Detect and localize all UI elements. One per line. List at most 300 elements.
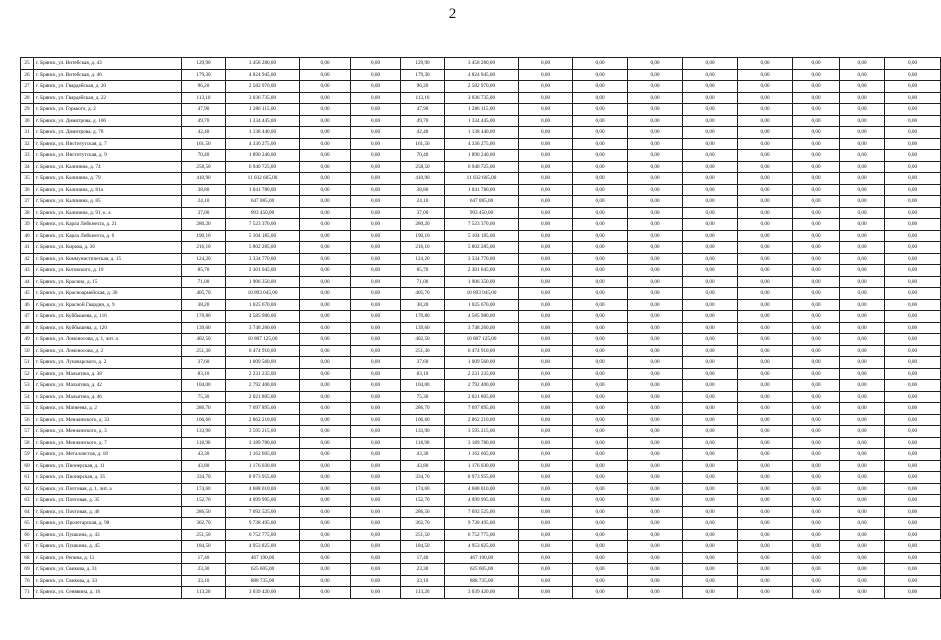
value-cell: 0,00: [628, 311, 683, 323]
row-number-cell: 26: [21, 69, 34, 81]
value-cell: 467 190,00: [226, 552, 300, 564]
value-cell: 1 138 440,00: [226, 127, 300, 139]
address-cell: г. Брянск, ул. Свикова, д. 33: [34, 575, 182, 587]
value-cell: 38,80: [401, 184, 445, 196]
value-cell: 0,00: [519, 299, 573, 311]
value-cell: 0,00: [683, 483, 738, 495]
value-cell: 0,00: [519, 587, 573, 599]
value-cell: 0,00: [738, 69, 793, 81]
value-cell: 174,60: [401, 483, 445, 495]
value-cell: 0,00: [683, 357, 738, 369]
value-cell: 0,00: [683, 138, 738, 150]
value-cell: 467 190,00: [445, 552, 519, 564]
value-cell: 0,00: [738, 104, 793, 116]
value-cell: 0,00: [300, 161, 351, 173]
row-number-cell: 69: [21, 564, 34, 576]
row-number-cell: 34: [21, 161, 34, 173]
value-cell: 0,00: [738, 242, 793, 254]
table-row: [21, 518, 941, 530]
value-cell: 0,00: [628, 92, 683, 104]
value-cell: 43,80: [401, 460, 445, 472]
address-cell: г. Брянск, ул. Репина, д. 11: [34, 552, 182, 564]
value-cell: 0,00: [573, 104, 628, 116]
value-cell: 0,00: [351, 150, 401, 162]
value-cell: 0,00: [628, 518, 683, 530]
value-cell: 190,10: [401, 230, 445, 242]
table-row: [21, 495, 941, 507]
value-cell: 0,00: [683, 449, 738, 461]
address-cell: г. Брянск, ул. Луначарского, д. 2: [34, 357, 182, 369]
value-cell: 4 585 980,00: [445, 311, 519, 323]
value-cell: 0,00: [793, 391, 840, 403]
value-cell: 0,00: [885, 414, 941, 426]
value-cell: 0,00: [573, 242, 628, 254]
value-cell: 4 953 825,00: [445, 541, 519, 553]
table-row: [21, 426, 941, 438]
value-cell: 33,10: [401, 575, 445, 587]
value-cell: 0,00: [628, 426, 683, 438]
value-cell: 0,00: [885, 322, 941, 334]
value-cell: 0,00: [300, 288, 351, 300]
row-number-cell: 59: [21, 449, 34, 461]
address-cell: г. Брянск, ул. Пушкина, д. 45: [34, 541, 182, 553]
value-cell: 170,80: [401, 311, 445, 323]
value-cell: 0,00: [573, 207, 628, 219]
value-cell: 2 862 210,00: [445, 414, 519, 426]
row-number-cell: 56: [21, 414, 34, 426]
value-cell: 179,30: [401, 69, 445, 81]
value-cell: 0,00: [738, 92, 793, 104]
value-cell: 0,00: [840, 426, 885, 438]
value-cell: 0,00: [738, 150, 793, 162]
value-cell: 0,00: [793, 357, 840, 369]
value-cell: 38,20: [182, 299, 226, 311]
value-cell: 0,00: [738, 345, 793, 357]
value-cell: 0,00: [300, 150, 351, 162]
value-cell: 0,00: [300, 587, 351, 599]
value-cell: 0,00: [351, 426, 401, 438]
value-cell: 1 334 445,00: [445, 115, 519, 127]
row-number-cell: 67: [21, 541, 34, 553]
value-cell: 0,00: [628, 541, 683, 553]
value-cell: 2 582 970,00: [226, 81, 300, 93]
value-cell: 0,00: [793, 414, 840, 426]
value-cell: 0,00: [573, 391, 628, 403]
table-row: [21, 81, 941, 93]
table-row: [21, 552, 941, 564]
row-number-cell: 41: [21, 242, 34, 254]
value-cell: 38,20: [401, 299, 445, 311]
value-cell: 0,00: [840, 495, 885, 507]
value-cell: 0,00: [840, 219, 885, 231]
address-cell: г. Брянск, ул. Кирова, д. 36: [34, 242, 182, 254]
value-cell: 402,50: [401, 334, 445, 346]
value-cell: 0,00: [573, 127, 628, 139]
value-cell: 0,00: [738, 449, 793, 461]
value-cell: 0,00: [738, 311, 793, 323]
row-number-cell: 66: [21, 529, 34, 541]
value-cell: 0,00: [519, 219, 573, 231]
value-cell: 0,00: [573, 161, 628, 173]
value-cell: 0,00: [628, 276, 683, 288]
value-cell: 0,00: [738, 368, 793, 380]
row-number-cell: 37: [21, 196, 34, 208]
address-cell: г. Брянск, ул. Карла Либкнехта, д. 21: [34, 219, 182, 231]
value-cell: 0,00: [573, 495, 628, 507]
value-cell: 1 009 560,00: [226, 357, 300, 369]
value-cell: 0,00: [300, 207, 351, 219]
table-row: [21, 460, 941, 472]
address-cell: г. Брянск, ул. Димитрова, д. 106: [34, 115, 182, 127]
value-cell: 0,00: [519, 276, 573, 288]
value-cell: 139,60: [182, 322, 226, 334]
value-cell: 0,00: [840, 207, 885, 219]
address-cell: г. Брянск, ул. Калинина, д. 91, к. а: [34, 207, 182, 219]
value-cell: 0,00: [628, 173, 683, 185]
row-number-cell: 30: [21, 115, 34, 127]
value-cell: 71,00: [182, 276, 226, 288]
value-cell: 0,00: [573, 414, 628, 426]
address-cell: г. Брянск, ул. Карла Либкнехта, д. 6: [34, 230, 182, 242]
value-cell: 0,00: [885, 196, 941, 208]
value-cell: 0,00: [573, 357, 628, 369]
table-row: [21, 575, 941, 587]
row-number-cell: 33: [21, 150, 34, 162]
value-cell: 0,00: [840, 196, 885, 208]
value-cell: 0,00: [300, 391, 351, 403]
row-number-cell: 54: [21, 391, 34, 403]
value-cell: 0,00: [351, 414, 401, 426]
value-cell: 0,00: [351, 69, 401, 81]
value-cell: 47,90: [401, 104, 445, 116]
value-cell: 184,50: [401, 541, 445, 553]
value-cell: 0,00: [573, 322, 628, 334]
value-cell: 0,00: [519, 230, 573, 242]
table-row: [21, 449, 941, 461]
value-cell: 0,00: [683, 288, 738, 300]
value-cell: 0,00: [683, 265, 738, 277]
row-number-cell: 44: [21, 276, 34, 288]
value-cell: 0,00: [738, 426, 793, 438]
value-cell: 0,00: [573, 437, 628, 449]
value-cell: 0,00: [351, 230, 401, 242]
value-cell: 410,90: [182, 173, 226, 185]
value-cell: 0,00: [738, 127, 793, 139]
row-number-cell: 70: [21, 575, 34, 587]
value-cell: 4 336 275,00: [226, 138, 300, 150]
value-cell: 1 176 030,00: [226, 460, 300, 472]
table-row: [21, 472, 941, 484]
value-cell: 1 162 605,00: [445, 449, 519, 461]
value-cell: 0,00: [738, 276, 793, 288]
value-cell: 0,00: [351, 587, 401, 599]
value-cell: 0,00: [738, 483, 793, 495]
value-cell: 0,00: [840, 173, 885, 185]
address-cell: г. Брянск, ул. Почтовая, д. 35: [34, 495, 182, 507]
value-cell: 0,00: [885, 253, 941, 265]
row-number-cell: 29: [21, 104, 34, 116]
value-cell: 888 735,00: [445, 575, 519, 587]
value-cell: 0,00: [738, 184, 793, 196]
value-cell: 0,00: [793, 58, 840, 70]
value-cell: 3 748 260,00: [226, 322, 300, 334]
value-cell: 0,00: [351, 161, 401, 173]
value-cell: 0,00: [351, 518, 401, 530]
value-cell: 6 752 775,00: [226, 529, 300, 541]
value-cell: 0,00: [628, 104, 683, 116]
value-cell: 0,00: [351, 334, 401, 346]
value-cell: 0,00: [300, 414, 351, 426]
value-cell: 0,00: [628, 299, 683, 311]
row-number-cell: 31: [21, 127, 34, 139]
value-cell: 0,00: [885, 58, 941, 70]
value-cell: 0,00: [573, 345, 628, 357]
value-cell: 0,00: [885, 92, 941, 104]
value-cell: 0,00: [519, 69, 573, 81]
address-cell: г. Брянск, ул. Пионерская, д. 11: [34, 460, 182, 472]
value-cell: 1 286 115,00: [445, 104, 519, 116]
value-cell: 0,00: [628, 460, 683, 472]
value-cell: 0,00: [628, 230, 683, 242]
table-row: [21, 242, 941, 254]
value-cell: 0,00: [683, 368, 738, 380]
value-cell: 0,00: [793, 322, 840, 334]
value-cell: 0,00: [738, 288, 793, 300]
value-cell: 0,00: [628, 472, 683, 484]
value-cell: 0,00: [628, 58, 683, 70]
value-cell: 0,00: [840, 58, 885, 70]
value-cell: 0,00: [351, 460, 401, 472]
value-cell: 2 582 970,00: [445, 81, 519, 93]
value-cell: 0,00: [840, 184, 885, 196]
value-cell: 0,00: [300, 253, 351, 265]
value-cell: 0,00: [840, 253, 885, 265]
value-cell: 0,00: [738, 506, 793, 518]
value-cell: 0,00: [351, 322, 401, 334]
address-cell: г. Брянск, ул. Витебская, д. 43: [34, 58, 182, 70]
value-cell: 251,30: [182, 345, 226, 357]
row-number-cell: 49: [21, 334, 34, 346]
value-cell: 0,00: [840, 322, 885, 334]
value-cell: 0,00: [300, 69, 351, 81]
value-cell: 0,00: [300, 219, 351, 231]
value-cell: 0,00: [519, 575, 573, 587]
value-cell: 2 301 045,00: [226, 265, 300, 277]
value-cell: 0,00: [573, 529, 628, 541]
value-cell: 280,20: [401, 219, 445, 231]
value-cell: 0,00: [885, 483, 941, 495]
value-cell: 0,00: [738, 495, 793, 507]
value-cell: 2 792 400,00: [226, 380, 300, 392]
value-cell: 0,00: [573, 138, 628, 150]
value-cell: 402,50: [182, 334, 226, 346]
table-row: [21, 345, 941, 357]
value-cell: 0,00: [840, 150, 885, 162]
value-cell: 3 189 780,00: [226, 437, 300, 449]
value-cell: 0,00: [738, 253, 793, 265]
table-row: [21, 196, 941, 208]
value-cell: 83,10: [401, 368, 445, 380]
value-cell: 0,00: [519, 368, 573, 380]
value-cell: 0,00: [351, 495, 401, 507]
value-cell: 0,00: [519, 242, 573, 254]
value-cell: 0,00: [573, 368, 628, 380]
value-cell: 0,00: [793, 196, 840, 208]
table-row: [21, 368, 941, 380]
value-cell: 0,00: [351, 242, 401, 254]
value-cell: 24,10: [401, 196, 445, 208]
address-cell: г. Брянск, ул. Котовского, д. 19: [34, 265, 182, 277]
value-cell: 4 336 275,00: [445, 138, 519, 150]
value-cell: 49,70: [182, 115, 226, 127]
value-cell: 0,00: [840, 414, 885, 426]
value-cell: 0,00: [519, 311, 573, 323]
value-cell: 0,00: [573, 472, 628, 484]
value-cell: 0,00: [351, 219, 401, 231]
value-cell: 0,00: [351, 173, 401, 185]
address-cell: г. Брянск, ул. Калинина, д. 85: [34, 196, 182, 208]
value-cell: 0,00: [840, 403, 885, 415]
value-cell: 0,00: [351, 276, 401, 288]
value-cell: 0,00: [793, 219, 840, 231]
value-cell: 0,00: [300, 92, 351, 104]
value-cell: 0,00: [573, 564, 628, 576]
value-cell: 0,00: [300, 311, 351, 323]
value-cell: 0,00: [793, 345, 840, 357]
address-cell: г. Брянск, ул. Менжинского, д. 33: [34, 414, 182, 426]
value-cell: 0,00: [738, 196, 793, 208]
value-cell: 888 735,00: [226, 575, 300, 587]
value-cell: 0,00: [793, 575, 840, 587]
value-cell: 0,00: [300, 127, 351, 139]
table-row: [21, 207, 941, 219]
value-cell: 0,00: [519, 518, 573, 530]
value-cell: 7 692 525,00: [226, 506, 300, 518]
value-cell: 0,00: [351, 196, 401, 208]
table-row: [21, 564, 941, 576]
row-number-cell: 28: [21, 92, 34, 104]
value-cell: 0,00: [793, 230, 840, 242]
table-row: [21, 506, 941, 518]
value-cell: 0,00: [351, 288, 401, 300]
value-cell: 124,20: [401, 253, 445, 265]
value-cell: 0,00: [351, 138, 401, 150]
value-cell: 0,00: [628, 414, 683, 426]
value-cell: 0,00: [885, 104, 941, 116]
value-cell: 0,00: [628, 196, 683, 208]
value-cell: 0,00: [351, 437, 401, 449]
value-cell: 5 802 285,00: [445, 242, 519, 254]
value-cell: 0,00: [628, 161, 683, 173]
value-cell: 0,00: [885, 69, 941, 81]
row-number-cell: 58: [21, 437, 34, 449]
value-cell: 11 032 665,00: [226, 173, 300, 185]
value-cell: 10 893 045,00: [445, 288, 519, 300]
table-row: [21, 357, 941, 369]
value-cell: 0,00: [793, 161, 840, 173]
value-cell: 0,00: [519, 564, 573, 576]
value-cell: 0,00: [885, 127, 941, 139]
value-cell: 0,00: [628, 575, 683, 587]
value-cell: 0,00: [738, 357, 793, 369]
value-cell: 0,00: [793, 253, 840, 265]
value-cell: 96,20: [401, 81, 445, 93]
value-cell: 0,00: [573, 58, 628, 70]
value-cell: 0,00: [519, 115, 573, 127]
value-cell: 37,60: [182, 357, 226, 369]
value-cell: 0,00: [628, 391, 683, 403]
value-cell: 0,00: [351, 506, 401, 518]
value-cell: 43,30: [182, 449, 226, 461]
value-cell: 0,00: [738, 529, 793, 541]
value-cell: 0,00: [628, 81, 683, 93]
value-cell: 0,00: [628, 368, 683, 380]
value-cell: 0,00: [300, 196, 351, 208]
address-cell: г. Брянск, ул. Красноармейская, д. 30: [34, 288, 182, 300]
table-row: [21, 104, 941, 116]
value-cell: 0,00: [351, 552, 401, 564]
value-cell: 1 890 240,00: [445, 150, 519, 162]
value-cell: 0,00: [793, 69, 840, 81]
value-cell: 0,00: [793, 483, 840, 495]
table-row: [21, 334, 941, 346]
value-cell: 0,00: [683, 552, 738, 564]
value-cell: 0,00: [683, 518, 738, 530]
value-cell: 0,00: [519, 426, 573, 438]
value-cell: 8 973 955,00: [226, 472, 300, 484]
address-cell: г. Брянск, ул. Почтовая, д. 46: [34, 506, 182, 518]
value-cell: 280,20: [182, 219, 226, 231]
value-cell: 258,50: [401, 161, 445, 173]
value-cell: 0,00: [351, 58, 401, 70]
row-number-cell: 60: [21, 460, 34, 472]
value-cell: 0,00: [885, 529, 941, 541]
value-cell: 0,00: [840, 334, 885, 346]
value-cell: 0,00: [573, 506, 628, 518]
value-cell: 0,00: [573, 265, 628, 277]
value-cell: 0,00: [840, 299, 885, 311]
value-cell: 0,00: [885, 460, 941, 472]
value-cell: 0,00: [793, 472, 840, 484]
value-cell: 0,00: [573, 92, 628, 104]
value-cell: 0,00: [573, 173, 628, 185]
value-cell: 71,00: [401, 276, 445, 288]
value-cell: 0,00: [793, 587, 840, 599]
value-cell: 0,00: [840, 575, 885, 587]
value-cell: 0,00: [519, 253, 573, 265]
value-cell: 1 041 780,00: [226, 184, 300, 196]
value-cell: 5 104 185,00: [445, 230, 519, 242]
address-cell: г. Брянск, ул. Коммунистическая, д. 15: [34, 253, 182, 265]
value-cell: 625 605,00: [445, 564, 519, 576]
value-cell: 0,00: [738, 265, 793, 277]
value-cell: 133,90: [401, 426, 445, 438]
value-cell: 3 458 280,00: [226, 58, 300, 70]
value-cell: 0,00: [628, 403, 683, 415]
value-cell: 3 189 780,00: [445, 437, 519, 449]
value-cell: 0,00: [573, 380, 628, 392]
row-number-cell: 39: [21, 219, 34, 231]
table-row: [21, 380, 941, 392]
value-cell: 0,00: [300, 230, 351, 242]
value-cell: 7 697 895,00: [226, 403, 300, 415]
value-cell: 0,00: [793, 564, 840, 576]
value-cell: 1 025 670,00: [226, 299, 300, 311]
table-row: [21, 230, 941, 242]
value-cell: 0,00: [840, 518, 885, 530]
value-cell: 0,00: [840, 472, 885, 484]
value-cell: 0,00: [840, 483, 885, 495]
